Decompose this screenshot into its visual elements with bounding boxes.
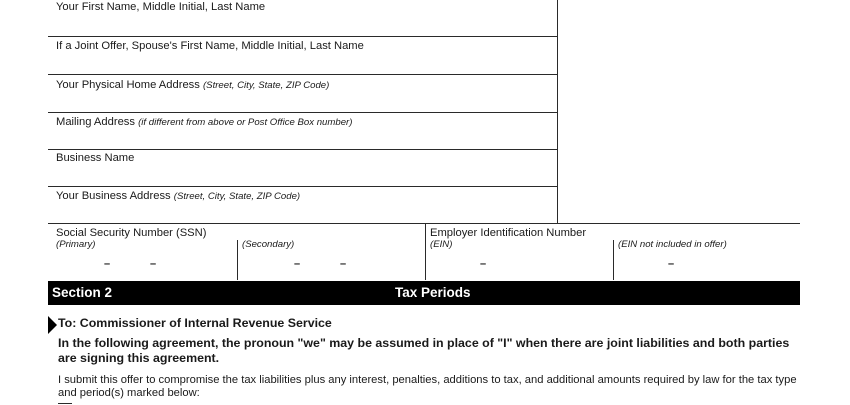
ein-label: Employer Identification Number — [430, 227, 587, 239]
home-address-note: (Street, City, State, ZIP Code) — [202, 80, 330, 91]
spouse-name-label — [56, 40, 364, 53]
ssn-primary-label: (Primary) — [56, 239, 96, 250]
ein-sub-label: (EIN) — [430, 239, 453, 250]
ssn-label: Social Security Number (SSN) — [56, 227, 207, 239]
business-address-input[interactable] — [56, 205, 555, 224]
ein-not-included-label: (EIN not included in offer) — [618, 239, 727, 250]
business-name-label-text: Business Name — [56, 152, 135, 164]
tax-periods-heading: Tax Periods — [395, 285, 471, 300]
mailing-address-input[interactable] — [56, 131, 555, 150]
business-address-label — [56, 190, 300, 203]
ein-dash: – — [480, 258, 487, 270]
home-address-input[interactable] — [56, 94, 555, 113]
home-address-label — [56, 79, 329, 92]
ssn-primary-dash-2: – — [150, 258, 157, 270]
business-name-input[interactable] — [56, 167, 555, 186]
first-name-label — [56, 1, 265, 14]
ein-not-included-dash: – — [668, 258, 675, 270]
ssn-secondary-label: (Secondary) — [242, 239, 295, 250]
section-2-header — [48, 281, 800, 305]
to-commissioner-line: To: Commissioner of Internal Revenue Service — [58, 316, 332, 330]
ssn-secondary-dash-2: – — [340, 258, 347, 270]
agreement-text: In the following agreement, the pronoun "we" may be assumed in place of "I" when there are joint liabilities and both parties are signing this agreement. — [58, 336, 790, 365]
first-name-input[interactable] — [56, 16, 555, 36]
ein-divider — [425, 224, 426, 280]
mailing-address-label-text: Mailing Address — [56, 116, 139, 128]
ssn-secondary-input[interactable] — [246, 254, 420, 276]
business-address-label-text: Your Business Address — [56, 190, 174, 202]
home-address-label-text: Your Physical Home Address — [56, 79, 203, 91]
spouse-name-label-text: If a Joint Offer, Spouse's First Name, Middle Initial, Last Name — [56, 40, 364, 52]
arrow-marker-icon — [48, 316, 57, 334]
mailing-address-note: (if different from above or Post Office Box number) — [138, 117, 353, 128]
column-divider — [557, 0, 558, 223]
ein-not-included-divider — [613, 240, 614, 280]
ssn-primary-dash-1: – — [104, 258, 111, 270]
ssn-divider — [237, 240, 238, 280]
first-name-label-text: Your First Name, Middle Initial, Last Name — [56, 1, 266, 13]
checkbox-line[interactable] — [58, 403, 72, 404]
section-2-title: Section 2 — [52, 285, 113, 300]
spouse-name-input[interactable] — [56, 55, 555, 75]
ssn-primary-input[interactable] — [60, 254, 234, 276]
ein-input[interactable] — [434, 254, 608, 276]
submit-text: I submit this offer to compromise the tax liabilities plus any interest, penalties, additions to tax, and additional amounts required by law for the tax type and period(s) marked below: — [58, 374, 797, 399]
mailing-address-label — [56, 116, 352, 129]
business-address-note: (Street, City, State, ZIP Code) — [173, 191, 301, 202]
ein-not-included-input[interactable] — [622, 254, 796, 276]
ssn-secondary-dash-1: – — [294, 258, 301, 270]
business-name-label — [56, 152, 134, 165]
